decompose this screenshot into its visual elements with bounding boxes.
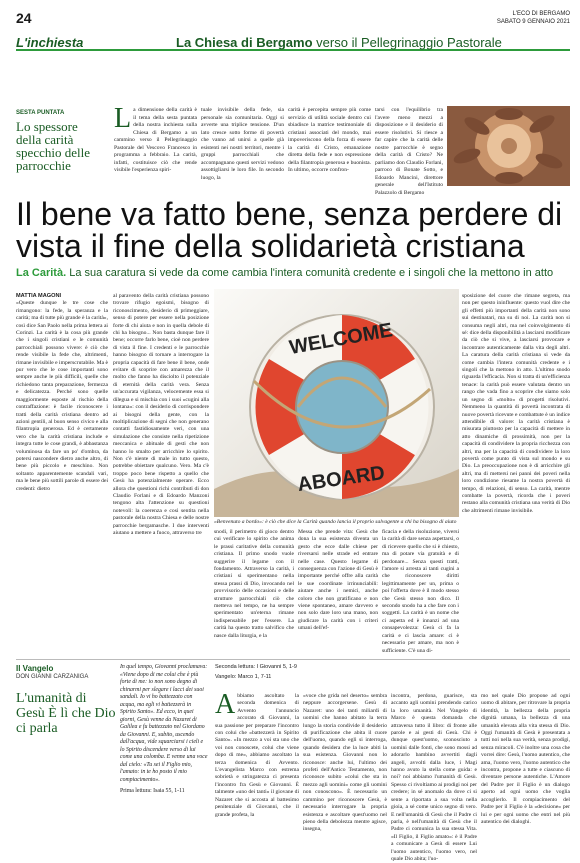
vangelo-author: DON GIANNI CARZANIGA <box>16 674 89 680</box>
hands-photo <box>447 106 570 186</box>
article-column-2: al paravento della carità cristiana possono trovare rifugio egoismi, bisogno di riconoscimento, desiderio di primeggiare, senso di potere per essere nella posizione forte di chi aiuta e non in quella debole di chi ha bisogno... Non basta dunque fare il bene; occorre farlo bene, cioè non perdere di vista il fine. I credenti e le parrocchie hanno bisogno di tornare a interrogare la propria capacità di fare bene il bene, onde evitare di scoprire con amarezza che il molto che fanno ha disciolto il potenziale di eternità della carità vera. Senza un'accurata vigilanza, velocemente essa si dilegua e si mischia con i suoi «cugini alla lontana»: con il desiderio di corrispondere ai bisogni della gente, con la moltiplicazione di segni che non generano contatti fastidiosamente veri, con una simulazione che consiste nella ripetizione meccanica e abituale di gesti che non hanno lo smalto per arricchire lo spirito. Non c'è niente di male in tutto questo, potrebbe obiettare qualcuno. Vero. Ma c'è troppo poco bene rispetto a quello che Gesù ha potenzialmente operare. Ecco allora che questioni richi contributi di don Claudio Forlani e di Edoardo Manzoni tengono alta l'attenzione su questioni notevoli: la coerenza e così sentita nella pastorale della nostra Chiesa e delle nostre parrocchie bergamasche. I due interventi aiutano a mettere a fuoco, attraverso tre <box>113 293 209 536</box>
subheadline <box>16 267 570 279</box>
sidebar-kicker: SESTA PUNTATA <box>16 110 65 116</box>
intro-column-4: tarsi con l'equilibrio tra l'avere meno mezzi a disposizione e il desiderio di essere risolutivi. Si riesce a far capire che la carità delle nostre parrocchie è segno della carità di Cristo? Ne parliamo don Claudio Forlani, parroco di Bonate Sotto, e Edoardo Mancini, direttore generale dell'Istituto Palazzolo di Bergamo <box>375 107 443 196</box>
vangelo-column-3: incontra, perdona, guarisce, sta accanto agli uomini prendendo carico la loro umanità. Nel Vangelo di Marco è questa domanda che attraversa tutto il libro: di fronte alle parole e ai gesti di Gesù. Chi è dunque quest'uomo, sconosciuto a uomini dalle fonti, che sono mossi ad adorarlo bambino avvertiti dagli angeli, avvolti dalla luce, i Magi hanno avuto la stella come guida: e noi? noi abbiamo l'umanità di Gesù. Spesso ci rivoltiamo ai prodigi noi per credere; in sé anomalo da dove ci si sente a riportata a sua volta nella gioia, a sé come unico segno di vero. E nell'umanità di Gesù che il Padre ci parla, è nell'umanità di Gesù che il Padre ci comunica la sua stessa Vita. «Il Figlio, il Figlio amato»: è il Padre a comunicare a Gesù di essere Lui l'uomo autentico, l'uomo vero, nel quale Dio abita; l'uo- <box>391 693 477 862</box>
vangelo-separator <box>16 659 570 660</box>
vangelo-column-1: Abbiamo ascoltato la seconda domenica di Avvento l'annuncio accorato di Giovanni, la sua passione per preparare l'incontro con colui che «battezzerà in Spirito Santo». «In mezzo a voi sta uno che voi non conoscete, colui che viene dopo di me», abbiamo ascoltato la terza domenica di Avvento. L'evangelista Marco con estrema sobrietà e stringatezza ci presenta l'incontro fra Gesù e Giovanni. È talmente «uno dei tanti» il giovane di Nazaret che si accosta al battesimo penitenziale di Giovanni, che il grande profeta, la <box>215 689 299 818</box>
paper-name: L'ECO DI BERGAMO <box>512 11 570 17</box>
masthead-info <box>497 10 570 26</box>
gospel-quote-text: In quel tempo, Giovanni proclamava: «Viene dopo di me colui che è più forte di me: io non sono degno di chinarmi per slegare i lacci dei suoi sandali. Io vi ho battezzato con acqua, ma egli vi battezzerà in Spirito Santo». Ed ecco, in quei giorni, Gesù venne da Nazaret di Galilea e fu battezzato nel Giordano da Giovanni. E, subito, uscendo dall'acqua, vide squarciarsi i cieli e lo Spirito discendere verso di lui come una colomba. E venne una voce dal cielo: «Tu sei il Figlio mio, l'amato: in te ho posto il mio compiacimento». <box>120 664 208 783</box>
byline: MATTIA MAGONI <box>16 293 62 299</box>
article-text-1: «Queste dunque le tre cose che rimangono: la fede, la speranza e la carità; ma di tutte più grande è la carità», così dice San Paolo nella prima lettera ai Corinzi. La carità è la cosa più grande che i singoli cristiani e le comunità parrocchiali possono vivere: è ciò che rende visibile la fede che, altrimenti, rimane invisibile e imperscrutabile. Ma è pur vero che le cose importanti sono sempre anche le più difficili, quelle che richiedono tanta preparazione, fermezza e delicatezza. Perché sono quelle maggiormente esposte al rischio della contraffazione: è facile riconoscere i tratti della carità cristiana dentro ad azioni gentili, al buon senso civico e alla filantropia generosa. Ed è certamente vero che la carità cristiana include e integra tutte le cose grandi, è abbastanza voluminosa da fare un po' d'ombra, da potersi nascondere dietro anche altro, di bene più piccolo e meschino. Non soltanto apparentemente scandali vari, ma le bene più sottili parole di essere dei credenti: dietro <box>16 300 108 492</box>
section-topic <box>176 35 502 50</box>
section-topic-bold: La Chiesa di Bergamo <box>176 35 313 50</box>
first-reading-ref: Prima lettura: Isaia 55, 1-11 <box>120 788 185 794</box>
article-column-6: sposizione del cuore che rimane segreta, ma non per questo ininfluente: questo vuol dire che gli effetti più importanti della carità non sono sui destinatari, ma su di noi. La carità non si consuma negli altri, ma nel coinvolgimento di sé: dice della disponibilità a lasciarsi modificare da ciò che si vive, a lasciarsi provocare e incontrare autenticamente dalla vita degli altri. La caratura della carità cristiana si vede da come cambia l'intera comunità credente e i singoli che la mettono in atto. L'ultimo snodo riguarda l'efficacia. Non si tratta di un'efficienza tenace: la carità può essere valutata dentro un rango che vada fino a scoprire che siamo solo un segno di «molto» di progetti risolutivi. Nemmeno la quantità di povertà incontrata di nuove povertà ricevute e combattute è un indice attendibile di valore: la carità cristiana è misurata piuttosto per la capacità di mettere in atto dinamiche di prossimità, non per la capacità di condividere la propria ricchezza con altri, ma per la capacità di condividere la loro povertà come punto di vista sul mondo e su Dio. La preoccupazione non è di arricchire gli altri, ma di mettersi nei panni dei poveri nella loro condizione riesame la nostra povertà di tempo, di relazioni, di senso. La carità, mentre combatte la povertà, ricorda che i poveri restano alla comunità cristiana una verità di Dio che altrimenti rimane invisibile. <box>462 293 570 514</box>
photo-caption: «Benvenuto a bordo»: è ciò che dice la Carità quando lancia il proprio salvagente a chi ha bisogno di aiuto <box>214 519 457 525</box>
sidebar-title: Lo spessore della carità specchio delle parrocchie <box>16 119 90 173</box>
sidebar-box <box>16 110 106 172</box>
second-reading-ref: Seconda lettura: I Giovanni 5, 1-9 <box>215 664 297 670</box>
article-column-5: ficacia e della risoluzione, viversi la carità di dare senza aspettarsi, o di ricevere quello che si è chiesto, ma di potare via gratuità e di perdonare... Senza questi tratti, l'amore si arresta ai tanti cugini a che riconoscere diritti legittimamente per un, prima o poi l'offerta dove è il modo stesso che Gesù stesso non dico. Il secondo snodo ha a che fare con i soggetti. La carità è un nome che ci aspetta ed è innanzi ad una consapevolezza: Gesù ci fa la carità e ci lascia amare: ci è necessario per amare, ma non è sufficiente. C'è una di- <box>382 529 459 654</box>
issue-date: SABATO 9 GENNAIO 2021 <box>496 19 570 25</box>
vangelo-column-4: mo nel quale Dio propone ad ogni uomo di abitare, per ritrovare la propria identità, la bellezza della propria dignità umana, la bellezza di una umanità elevata alla vita stessa di Dio. Oggi l'umanità di Gesù è presentata a tutti noi nella sua verità, senza prodigi, senza miracoli. C'è inoltre una cosa che vorrei dire: Gesù, l'uomo autentico, che ama, l'uomo vero, l'uomo autentico che incontra, propone a tutte e ciascuno di diventare persone autentiche. L'Amore del Padre per il Figlio è un dialogo aperto ad ogni uomo che voglia accoglierlo. Il compiacimento del Padre per il Figlio è la «decisione» per lui e per ogni uomo che entri nel più autentico dei dialoghi. <box>481 693 570 825</box>
subheadline-lead: La Carità. <box>16 267 67 279</box>
hands-circle-image <box>447 106 570 186</box>
lifebuoy-image <box>214 289 459 517</box>
article-column-3: snodi, il perimetro di gioco dentro cui verificare lo spirito che anima le prassi caritative della comunità cristiana. Il primo snodo vuole suggerire il legame con il fondamento. Attraverso la carità, i cristiani si sperimentano nella stessa prassi di Dio, invocando nel provvisorio delle occasioni e delle strutture parrocchiali ciò che metteva nel tempo, ne ha sempre sperimentato un'eterna rimane indispensabile per l'essere. La carità ha questo tratto salvifico che nasce dalla liturgia, e la <box>214 529 294 639</box>
lifebuoy-photo <box>214 289 459 517</box>
article-column-4: Messa che prende vita: Gesù che dona la sua esistenza diventa un gesto che ecce dalle chiese per riversarsi nelle strade ed entrare nelle case. Questo legame di conseguenza con l'azione di Gesù è importante perché offre alla carità le sue coordinate irrinunciabili: aiutare anche i nemici, anche coloro che non gratificano e non viene spontaneo, amare davvero e non solo dare loro una mano, non giudicare la carità con i criteri umani dell'ef- <box>298 529 378 632</box>
vangelo-title: L'umanità di Gesù È lì che Dio ci parla <box>16 691 116 736</box>
vangelo-column-2: «voce che grida nel deserto» sembra neppure accorgersene. Gesù di Nazaret: uno dei tanti miliardi di uomini che hanno abitato la terra lungo la storia condivide il desiderio di purificazione che abita il cuore dell'uomo, quando egli si interroga, quando desidera che la luce abiti la sua esistenza. Giovanni non lo riconosce: anche lui, l'ultimo dei profeti dell'Antico Testamento, non riconosce subito «colui che sta in mezzo agli uomini» come gli uomini non conoscono». È necessario un cammino per riconoscere Gesù, è necessario interrogare la propria esistenza e ascoltare quest'uomo nel pieno della debolezza mentre agisce, insegna, <box>303 693 387 833</box>
gospel-quote <box>120 664 208 796</box>
subheadline-text: La sua caratura si vede da come cambia l'intera comunità credente e i singoli che la mettono in atto <box>69 267 554 279</box>
vangelo-kicker: Il Vangelo <box>16 664 54 673</box>
lifebuoy-top-text: WELCOME <box>287 319 395 359</box>
section-bar <box>16 37 570 51</box>
article-column-1 <box>16 293 108 653</box>
gospel-ref: Vangelo: Marco 1, 7-11 <box>215 674 272 680</box>
intro-column-1: La dimensione della carità è il tema della sesta puntata della nostra inchiesta sulla Chiesa di Bergamo a un cammino verso il Pellegrinaggio Pastorale del Vescovo Francesco in programma a febbraio. La carità, infatti, costituisce ciò che rende visibile l'esperienza spiri- <box>114 103 197 173</box>
page-header <box>16 10 570 34</box>
section-topic-rest: verso il Pellegrinaggio Pastorale <box>316 35 502 50</box>
intro-column-2: tuale invisibile della fede, sia personale sia comunitaria. Oggi si avverte una triplice tensione. D'un lato cresce sotto forme di povertà che vanno ad unirsi a quelle già esistenti nei nostri territori, mentre i gruppi parrocchiali che accompagnano questi servizi vedono assottigliarsi le loro file. In secondo luogo, la <box>201 107 284 181</box>
headline: Il bene va fatto bene, senza perdere di vista il fine della solidarietà cristiana <box>16 196 563 264</box>
section-label: L'inchiesta <box>16 35 84 50</box>
intro-column-3: carità è percepita sempre più come servizio di utilità sociale dentro cui sbiadisce la matrice testimoniale di cristiani associati del mondo, mai impoveriscono della forza di essere la carità di Cristo, emanazione diretta della fede e non espressione della filantropia generosa e buonista. In ultimo, occorre confron- <box>288 107 371 173</box>
page-number: 24 <box>16 10 32 26</box>
lifebuoy-bottom-text: ABOARD <box>296 462 387 497</box>
